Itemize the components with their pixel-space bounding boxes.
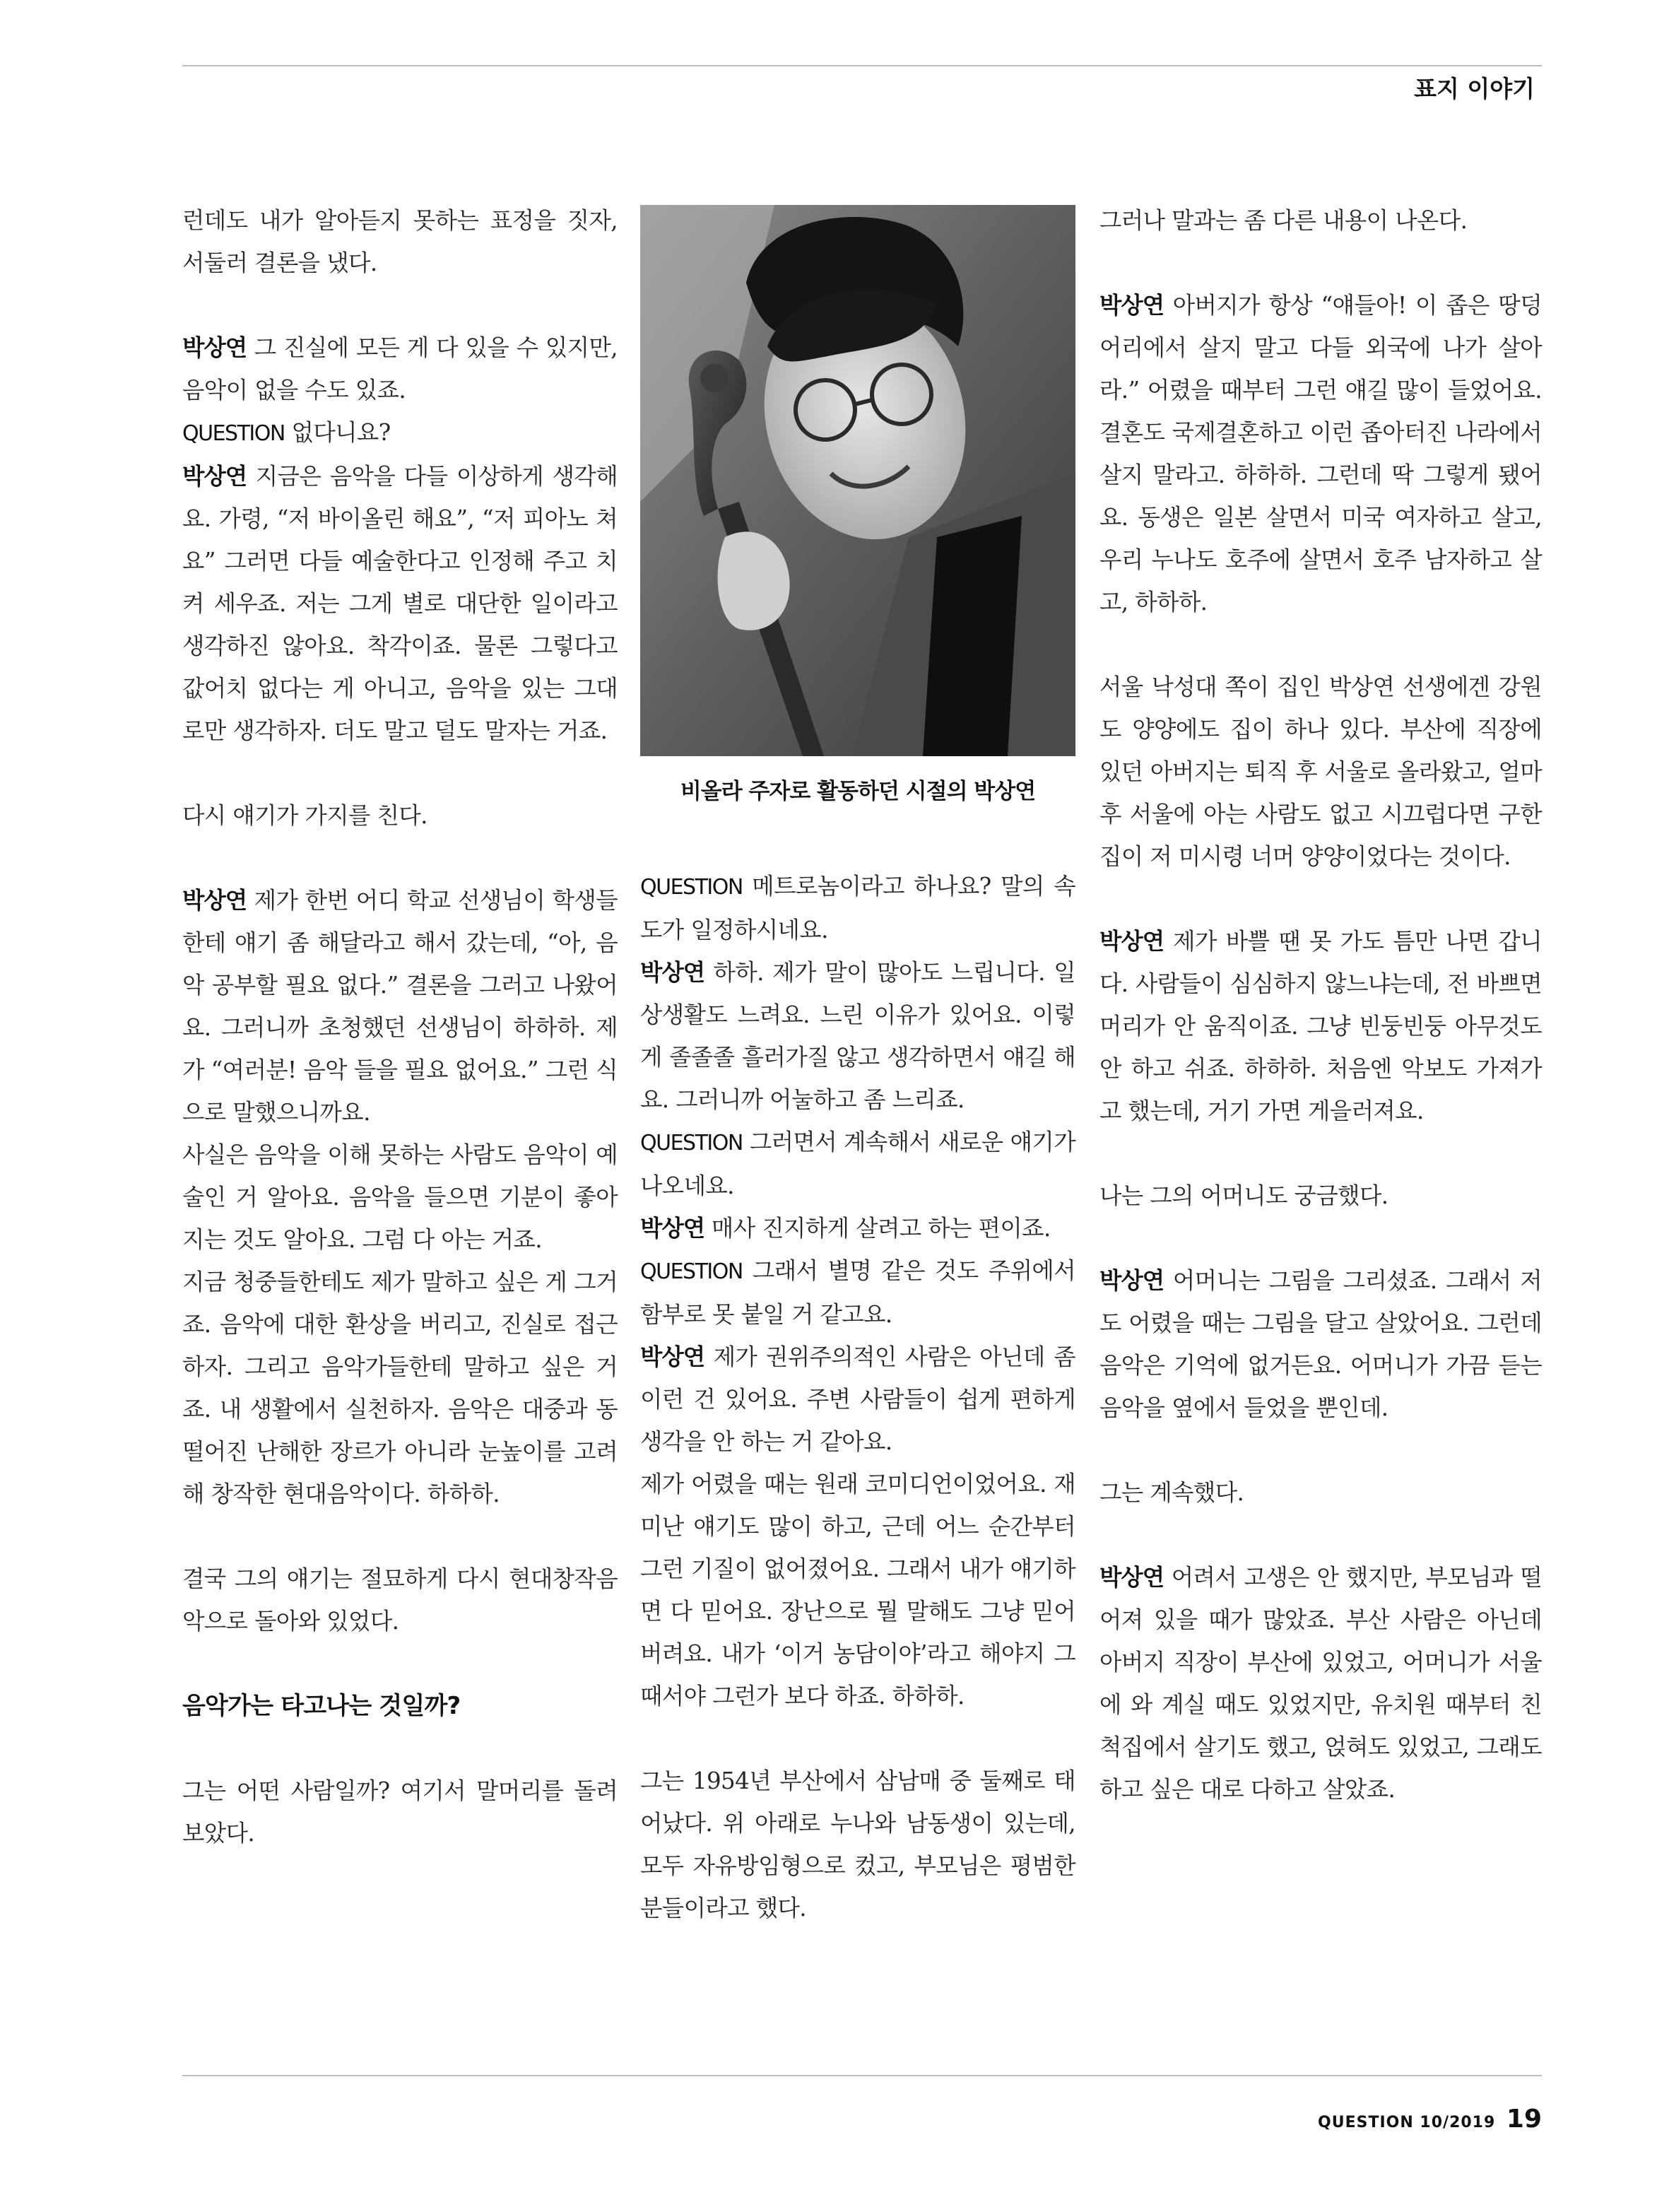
article-column-2 xyxy=(640,199,1075,1929)
body-paragraph: 그는 계속했다. xyxy=(1099,1479,1244,1506)
interview-answer xyxy=(1099,1556,1542,1811)
section-heading: 음악가는 타고나는 것일까? xyxy=(182,1692,461,1720)
question-label: QUESTION xyxy=(640,875,743,900)
question-label: QUESTION xyxy=(182,421,285,446)
speaker-name: 박상연 xyxy=(1099,1267,1164,1294)
answer-text: 매사 진지하게 살려고 하는 편이죠. xyxy=(704,1215,1051,1242)
interview-answer xyxy=(640,1336,1075,1463)
question-label: QUESTION xyxy=(640,1131,743,1155)
body-paragraph: 제가 어렸을 때는 원래 코미디언이었어요. 재미난 얘기도 많이 하고, 근데 어느 순간부터 그런 기질이 없어졌어요. 그래서 내가 얘기하면 다 믿어요. 장난으로 뭘 말해도 그냥 믿어버려요. 내가 ‘이거 농담이야’라고 해야지 그때서야 그런가 보다 하죠. 하하하. xyxy=(640,1471,1075,1710)
interview-answer xyxy=(640,1207,1075,1249)
section-title: 표지 이야기 xyxy=(1414,75,1535,102)
speaker-name: 박상연 xyxy=(640,1343,705,1370)
body-paragraph: 결국 그의 얘기는 절묘하게 다시 현대창작음악으로 돌아와 있었다. xyxy=(182,1565,618,1635)
answer-text: 하하. 제가 말이 많아도 느립니다. 일상생활도 느려요. 느린 이유가 있어요. 이렇게 졸졸졸 흘러가질 않고 생각하면서 얘길 해요. 그러니까 어눌하고 좀 느리죠. xyxy=(640,959,1075,1113)
page-footer xyxy=(1318,2105,1542,2134)
body-paragraph: 서울 낙성대 쪽이 집인 박상연 선생에겐 강원도 양양에도 집이 하나 있다. 부산에 직장에 있던 아버지는 퇴직 후 서울로 올라왔고, 얼마 후 서울에 아는 사람도 없고 시끄럽다면 구한 집이 저 미시령 너머 양양이었다는 것이다. xyxy=(1099,673,1542,870)
interview-answer xyxy=(182,455,618,752)
paragraph-gap xyxy=(1099,242,1542,284)
speaker-name: 박상연 xyxy=(1099,928,1164,955)
answer-text: 그러면서 계속해서 새로운 얘기가 나오네요. xyxy=(640,1129,1075,1199)
answer-text: 어려서 고생은 안 했지만, 부모님과 떨어져 있을 때가 많았죠. 부산 사람은 아닌데 아버지 직장이 부산에 있었고, 어머니가 서울에 와 계실 때도 있었지만, 유치원 때부터 친척집에서 살기도 했고, 얹혀도 있었고, 그래도 하고 싶은 대로 다하고 살았죠. xyxy=(1099,1564,1542,1803)
interview-answer xyxy=(640,951,1075,1121)
body-paragraph: 그는 어떤 사람일까? 여기서 말머리를 돌려 보았다. xyxy=(182,1777,618,1847)
article-column-3 xyxy=(1099,199,1542,1811)
paragraph-gap xyxy=(182,284,618,326)
body-paragraph: 지금 청중들한테도 제가 말하고 싶은 게 그거죠. 음악에 대한 환상을 버리고, 진실로 접근하자. 그리고 음악가들한테 말하고 싶은 거죠. 내 생활에서 실천하자. 음악은 대중과 동떨어진 난해한 장르가 아니라 눈높이를 고려해 창작한 현대음악이다. 하하하. xyxy=(182,1269,618,1507)
answer-text: 제가 권위주의적인 사람은 아닌데 좀 이런 건 있어요. 주변 사람들이 쉽게 편하게 생각을 안 하는 거 같아요. xyxy=(640,1343,1075,1455)
paragraph-gap xyxy=(182,1515,618,1558)
question-label: QUESTION xyxy=(640,1259,743,1284)
speaker-name: 박상연 xyxy=(182,463,247,490)
interview-question xyxy=(640,1249,1075,1336)
interview-answer xyxy=(1099,920,1542,1132)
article-column-1 xyxy=(182,199,618,1854)
body-paragraph: 그러나 말과는 좀 다른 내용이 나온다. xyxy=(1099,207,1468,234)
answer-text: 아버지가 항상 “얘들아! 이 좁은 땅덩어리에서 살지 말고 다들 외국에 나가 살아라.” 어렸을 때부터 그런 얘길 많이 들었어요. 결혼도 국제결혼하고 이런 좁아터진 나라에서 살지 말라고. 하하하. 그런데 딱 그렇게 됐어요. 동생은 일본 살면서 미국 여자하고 살고, 우리 누나도 호주에 살면서 호주 남자하고 살고, 하하하. xyxy=(1099,292,1542,616)
interview-question xyxy=(640,865,1075,951)
answer-text: 없다니요? xyxy=(284,419,391,446)
paragraph-gap xyxy=(640,1717,1075,1760)
paragraph-gap xyxy=(1099,878,1542,920)
speaker-name: 박상연 xyxy=(640,959,705,986)
paragraph-gap xyxy=(182,752,618,794)
answer-text: 지금은 음악을 다들 이상하게 생각해요. 가령, “저 바이올린 해요”, “저 피아노 쳐요” 그러면 다들 예술한다고 인정해 주고 치켜 세우죠. 저는 그게 별로 대단한 일이라고 생각하진 않아요. 착각이죠. 물론 그렇다고 값어치 없다는 게 아니고, 음악을 있는 그대로만 생각하자. 더도 말고 덜도 말자는 거죠. xyxy=(182,463,618,744)
interview-answer xyxy=(182,326,618,411)
speaker-name: 박상연 xyxy=(182,334,247,361)
body-paragraph: 나는 그의 어머니도 궁금했다. xyxy=(1099,1182,1388,1209)
answer-text: 제가 바쁠 땐 못 가도 틈만 나면 갑니다. 사람들이 심심하지 않느냐는데, 전 바쁘면 머리가 안 움직이죠. 그냥 빈둥빈둥 아무것도 안 하고 쉬죠. 하하하. 처음엔 악보도 가져가고 했는데, 거기 가면 게을러져요. xyxy=(1099,928,1542,1124)
speaker-name: 박상연 xyxy=(1099,292,1164,319)
answer-text: 메트로놈이라고 하나요? 말의 속도가 일정하시네요. xyxy=(640,873,1075,943)
interview-question xyxy=(640,1121,1075,1207)
page-number: 19 xyxy=(1506,2105,1542,2134)
answer-text: 그래서 별명 같은 것도 주위에서 함부로 못 붙일 거 같고요. xyxy=(640,1257,1075,1328)
photo-caption: 비올라 주자로 활동하던 시절의 박상연 xyxy=(680,779,1036,804)
paragraph-gap xyxy=(1099,1132,1542,1175)
interview-answer xyxy=(182,879,618,1134)
answer-text: 어머니는 그림을 그리셨죠. 그래서 저도 어렸을 때는 그림을 달고 살았어요. 그런데 음악은 기억에 없거든요. 어머니가 가끔 듣는 음악을 옆에서 들었을 뿐인데. xyxy=(1099,1267,1542,1421)
body-paragraph: 그는 1954년 부산에서 삼남매 중 둘째로 태어났다. 위 아래로 누나와 남동생이 있는데, 모두 자유방임형으로 컸고, 부모님은 평범한 분들이라고 했다. xyxy=(640,1767,1075,1922)
speaker-name: 박상연 xyxy=(182,887,247,914)
paragraph-gap xyxy=(1099,1429,1542,1471)
paragraph-gap xyxy=(182,837,618,879)
answer-text: 그 진실에 모든 게 다 있을 수 있지만, 음악이 없을 수도 있죠. xyxy=(182,334,618,404)
paragraph-gap xyxy=(182,1727,618,1770)
violist-photo xyxy=(640,205,1075,756)
article-column-2-text xyxy=(640,865,1075,1929)
interview-question xyxy=(182,411,618,455)
interview-answer xyxy=(1099,1259,1542,1429)
body-paragraph: 사실은 음악을 이해 못하는 사람도 음악이 예술인 거 알아요. 음악을 들으면 기분이 좋아지는 것도 알아요. 그럼 다 아는 거죠. xyxy=(182,1141,618,1253)
body-paragraph: 다시 얘기가 가지를 친다. xyxy=(182,802,427,829)
answer-text: 제가 한번 어디 학교 선생님이 학생들한테 얘기 좀 해달라고 해서 갔는데, “아, 음악 공부할 필요 없다.” 결론을 그러고 나왔어요. 그러니까 초청했던 선생님이 하하하. 제가 “여러분! 음악 들을 필요 없어요.” 그런 식으로 말했으니까요. xyxy=(182,887,618,1126)
body-paragraph: 런데도 내가 알아듣지 못하는 표정을 짓자, 서둘러 결론을 냈다. xyxy=(182,207,618,276)
paragraph-gap xyxy=(182,1642,618,1685)
speaker-name: 박상연 xyxy=(640,1215,705,1242)
interview-answer xyxy=(1099,284,1542,623)
header-rule xyxy=(182,65,1542,66)
paragraph-gap xyxy=(1099,623,1542,666)
paragraph-gap xyxy=(1099,1514,1542,1556)
footer-rule xyxy=(182,2075,1542,2076)
paragraph-gap xyxy=(1099,1217,1542,1259)
speaker-name: 박상연 xyxy=(1099,1564,1164,1591)
magazine-issue-label: QUESTION 10/2019 xyxy=(1318,2114,1496,2131)
